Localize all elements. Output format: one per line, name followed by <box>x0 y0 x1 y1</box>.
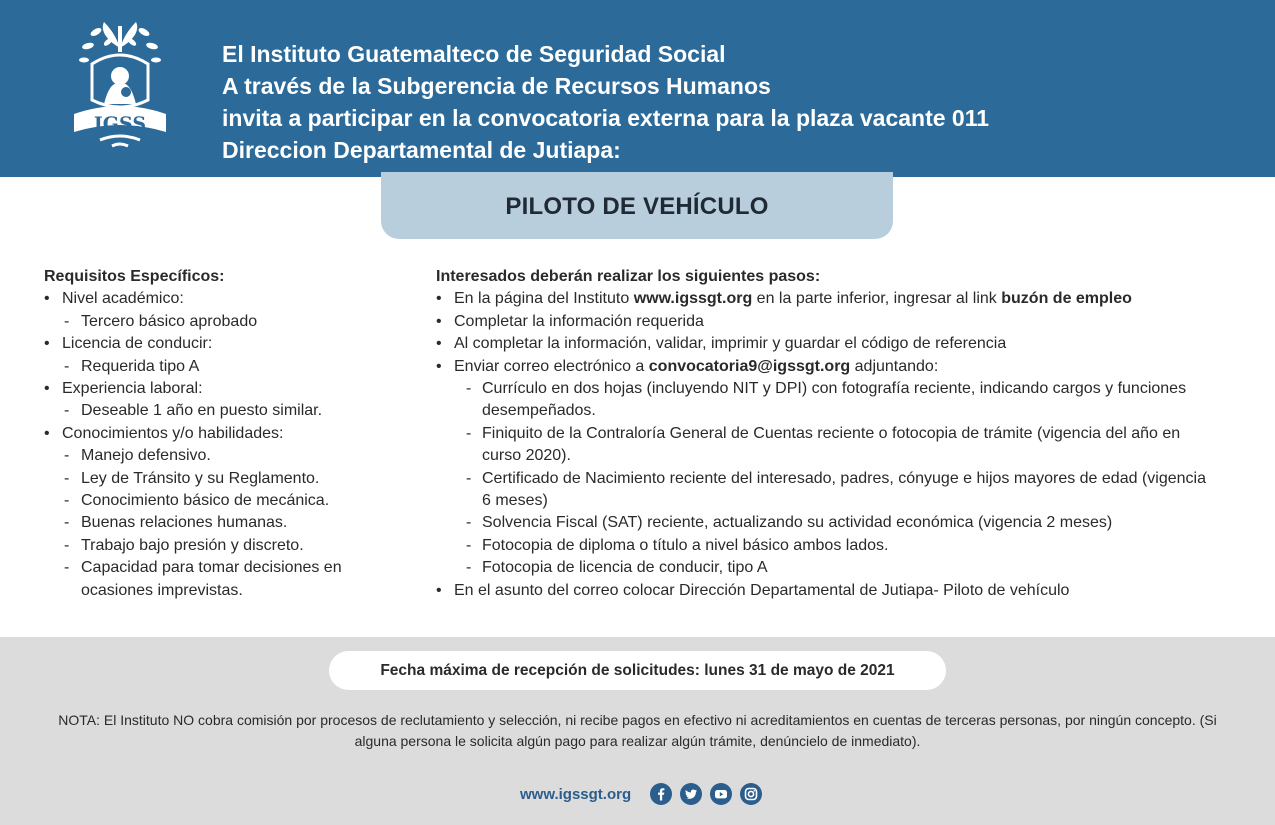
footer-website-link[interactable]: www.igssgt.org <box>520 786 632 803</box>
requirements-section <box>44 266 414 602</box>
requirement-item: • Conocimientos y/o habilidades: <box>44 423 414 445</box>
header-line: A través de la Subgerencia de Recursos Humanos <box>222 73 771 99</box>
requirement-item: • Nivel académico: <box>44 288 414 310</box>
step-text: adjuntando: <box>854 357 939 375</box>
step-item: • Completar la información requerida <box>436 311 1226 333</box>
skill-item: - Buenas relaciones humanas. <box>44 512 414 534</box>
attachment-item: - Fotocopia de diploma o título a nivel básico ambos lados. <box>436 535 1226 557</box>
disclaimer-note: NOTA: El Instituto NO cobra comisión por procesos de reclutamiento y selección, ni recibe pagos en efectivo ni acreditamientos en cuentas de terceras personas, por ningún concepto. (Si alguna persona le solicita algún pago para realizar algún trámite, denúncielo de inmediato). <box>58 712 1217 749</box>
skill-item: - Conocimiento básico de mecánica. <box>44 490 414 512</box>
skill-item: - Manejo defensivo. <box>44 445 414 467</box>
header-line: El Instituto Guatemalteco de Seguridad Social <box>222 41 726 67</box>
youtube-icon[interactable] <box>710 783 732 805</box>
instagram-icon[interactable] <box>740 783 762 805</box>
svg-text:IGSS: IGSS <box>93 113 147 135</box>
requirement-detail: - Tercero básico aprobado <box>44 311 414 333</box>
step-item: • En el asunto del correo colocar Dirección Departamental de Jutiapa- Piloto de vehículo <box>436 580 1226 602</box>
attachment-item: - Solvencia Fiscal (SAT) reciente, actualizando su actividad económica (vigencia 2 meses) <box>436 512 1226 534</box>
igss-logo <box>66 18 174 150</box>
steps-heading: Interesados deberán realizar los siguientes pasos: <box>436 268 821 285</box>
header-banner <box>0 0 1275 177</box>
position-title-tab <box>381 172 893 239</box>
email-link[interactable]: convocatoria9@igssgt.org <box>648 357 851 375</box>
position-title: PILOTO DE VEHÍCULO <box>505 192 769 220</box>
step-item <box>436 356 1226 378</box>
header-line: Direccion Departamental de Jutiapa: <box>222 137 621 163</box>
deadline-pill <box>329 651 946 690</box>
step-text: Enviar correo electrónico a <box>454 357 645 375</box>
job-mailbox-link[interactable]: buzón de empleo <box>1001 290 1132 308</box>
requirement-item: • Experiencia laboral: <box>44 378 414 400</box>
requirement-detail: - Requerida tipo A <box>44 356 414 378</box>
steps-section <box>436 266 1226 602</box>
attachment-item: - Certificado de Nacimiento reciente del interesado, padres, cónyuge e hijos mayores de edad (vigencia 6 meses) <box>436 468 1206 513</box>
step-item <box>436 288 1226 310</box>
header-text <box>222 38 989 166</box>
requirement-item: • Licencia de conducir: <box>44 333 414 355</box>
header-line: invita a participar en la convocatoria externa para la plaza vacante 011 <box>222 105 990 131</box>
attachment-item: - Fotocopia de licencia de conducir, tipo A <box>436 557 1226 579</box>
twitter-icon[interactable] <box>680 783 702 805</box>
step-item: • Al completar la información, validar, imprimir y guardar el código de referencia <box>436 333 1226 355</box>
step-text: en la parte inferior, ingresar al link <box>756 290 997 308</box>
attachment-item: - Currículo en dos hojas (incluyendo NIT y DPI) con fotografía reciente, indicando cargos y funciones desempeñados. <box>436 378 1206 423</box>
skill-item: - Capacidad para tomar decisiones en ocasiones imprevistas. <box>44 557 389 602</box>
step-text: En la página del Instituto <box>454 290 630 308</box>
requirements-heading: Requisitos Específicos: <box>44 268 225 285</box>
skill-item: - Ley de Tránsito y su Reglamento. <box>44 468 414 490</box>
skill-item: - Trabajo bajo presión y discreto. <box>44 535 414 557</box>
attachment-item: - Finiquito de la Contraloría General de Cuentas reciente o fotocopia de trámite (vigencia del año en curso 2020). <box>436 423 1206 468</box>
deadline-text: Fecha máxima de recepción de solicitudes: lunes 31 de mayo de 2021 <box>380 661 895 679</box>
facebook-icon[interactable] <box>650 783 672 805</box>
requirement-detail: - Deseable 1 año en puesto similar. <box>44 400 414 422</box>
website-link[interactable]: www.igssgt.org <box>633 290 753 308</box>
